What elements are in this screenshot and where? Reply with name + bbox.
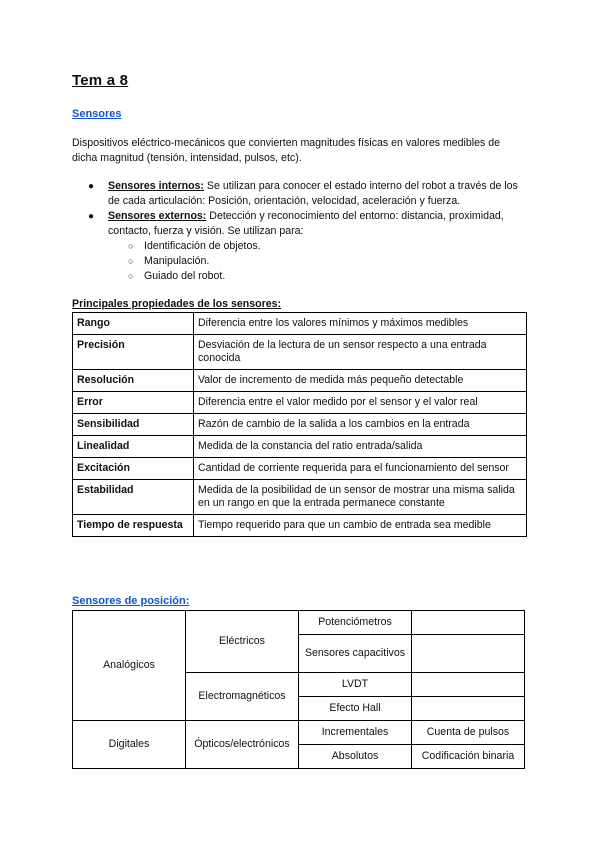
property-name: Resolución — [73, 370, 194, 392]
sensor-types-list — [72, 179, 528, 284]
method-cell: Codificación binaria — [412, 745, 525, 769]
property-description: Tiempo requerido para que un cambio de entrada sea medible — [194, 515, 527, 537]
table-row — [73, 414, 527, 436]
property-name: Rango — [73, 313, 194, 335]
type-cell: Absolutos — [299, 745, 412, 769]
table-row — [73, 515, 527, 537]
property-name: Error — [73, 392, 194, 414]
subcategory-cell: Electromagnéticos — [186, 673, 299, 721]
type-cell: Efecto Hall — [299, 697, 412, 721]
table-row — [73, 370, 527, 392]
table-row — [73, 392, 527, 414]
properties-table — [72, 312, 527, 537]
list-item — [72, 179, 528, 209]
type-cell: Potenciómetros — [299, 611, 412, 635]
property-name: Sensibilidad — [73, 414, 194, 436]
empty-cell — [412, 673, 525, 697]
table-row — [73, 480, 527, 515]
category-cell: Digitales — [73, 721, 186, 769]
property-description: Cantidad de corriente requerida para el funcionamiento del sensor — [194, 458, 527, 480]
list-item — [72, 209, 528, 239]
property-name: Tiempo de respuesta — [73, 515, 194, 537]
bullet-label: Sensores internos: — [108, 180, 204, 192]
method-cell: Cuenta de pulsos — [412, 721, 525, 745]
bullet-icon: ● — [88, 181, 95, 192]
empty-cell — [412, 611, 525, 635]
intro-paragraph: Dispositivos eléctrico-mecánicos que convierten magnitudes físicas en valores medibles de dicha magnitud (tensión, intensidad, pulsos, etc). — [72, 137, 501, 164]
property-description: Medida de la constancia del ratio entrada/salida — [194, 436, 527, 458]
category-cell: Analógicos — [73, 611, 186, 721]
table-row — [73, 611, 525, 635]
bullet-text: Detección y reconocimiento del entorno: distancia, proximidad, contacto, fuerza y visión. Se utilizan para: — [108, 210, 504, 237]
property-description: Medida de la posibilidad de un sensor de mostrar una misma salida en un rango en que la entrada permanece constante — [194, 480, 527, 515]
property-description: Razón de cambio de la salida a los cambios en la entrada — [194, 414, 527, 436]
bullet-icon: ● — [88, 211, 95, 222]
table-row — [73, 335, 527, 370]
sub-list-item — [72, 239, 528, 254]
bullet-label: Sensores externos: — [108, 210, 207, 222]
property-name: Linealidad — [73, 436, 194, 458]
circle-bullet-icon: ○ — [128, 256, 134, 266]
page-title: Tem a 8 — [72, 72, 129, 89]
property-description: Diferencia entre el valor medido por el sensor y el valor real — [194, 392, 527, 414]
empty-cell — [412, 697, 525, 721]
sensores-heading[interactable]: Sensores — [72, 108, 122, 120]
property-name: Precisión — [73, 335, 194, 370]
empty-cell — [412, 635, 525, 673]
subcategory-cell: Ópticos/electrónicos — [186, 721, 299, 769]
properties-heading: Principales propiedades de los sensores: — [72, 298, 282, 310]
table-row — [73, 458, 527, 480]
property-description: Valor de incremento de medida más pequeño detectable — [194, 370, 527, 392]
sub-item-text: Manipulación. — [144, 255, 210, 267]
property-description: Diferencia entre los valores mínimos y máximos medibles — [194, 313, 527, 335]
table-row — [73, 313, 527, 335]
sub-list-item — [72, 269, 528, 284]
circle-bullet-icon: ○ — [128, 241, 134, 251]
circle-bullet-icon: ○ — [128, 271, 134, 281]
type-cell: Sensores capacitivos — [299, 635, 412, 673]
type-cell: LVDT — [299, 673, 412, 697]
property-description: Desviación de la lectura de un sensor respecto a una entrada conocida — [194, 335, 527, 370]
bullet-text: Se utilizan para conocer el estado interno del robot a través de los de cada articulación: Posición, orientación, velocidad, aceleración y fuerza. — [108, 180, 518, 207]
sub-list-item — [72, 254, 528, 269]
sub-item-text: Identificación de objetos. — [144, 240, 261, 252]
table-row — [73, 436, 527, 458]
table-row — [73, 721, 525, 745]
property-name: Estabilidad — [73, 480, 194, 515]
position-sensors-heading[interactable]: Sensores de posición: — [72, 595, 190, 607]
position-sensors-table — [72, 610, 525, 769]
subcategory-cell: Eléctricos — [186, 611, 299, 673]
type-cell: Incrementales — [299, 721, 412, 745]
sub-item-text: Guiado del robot. — [144, 270, 226, 282]
property-name: Excitación — [73, 458, 194, 480]
